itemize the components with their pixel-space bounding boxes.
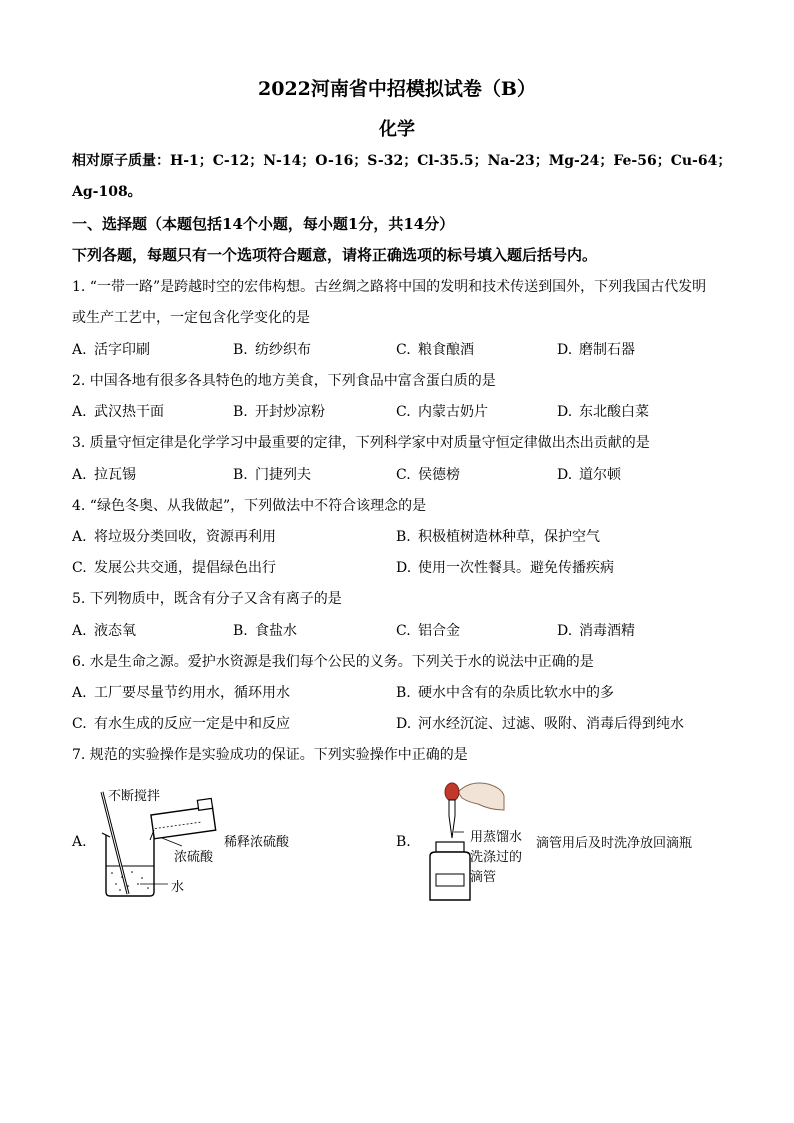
option-text: 道尔顿 <box>579 467 621 483</box>
label-concentrated-acid: 浓硫酸 <box>174 850 214 865</box>
option-mark: D. <box>557 404 573 420</box>
leader-concentrated-acid <box>162 838 182 846</box>
q6-option-a <box>72 682 290 702</box>
dropper-bottle-neck <box>436 842 464 852</box>
option-text: 磨制石器 <box>579 342 635 358</box>
option-mark: C. <box>72 716 87 732</box>
section-heading: 一、选择题（本题包括14个小题，每小题1分，共14分） <box>72 215 455 233</box>
option-mark: D. <box>557 623 573 639</box>
q6-option-d <box>396 713 684 733</box>
option-mark: D. <box>557 342 573 358</box>
option-text: 铝合金 <box>418 623 460 639</box>
option-text: 内蒙古奶片 <box>418 404 488 420</box>
q5-option-a <box>72 620 136 640</box>
option-text: 工厂要尽量节约用水，循环用水 <box>94 685 290 701</box>
option-mark: C. <box>396 623 411 639</box>
option-text: 东北酸白菜 <box>579 404 649 420</box>
option-mark: A. <box>72 529 87 545</box>
option-mark: B. <box>233 342 248 358</box>
option-text: 食盐水 <box>255 623 297 639</box>
option-mark: C. <box>396 467 411 483</box>
option-text: 硬水中含有的杂质比软水中的多 <box>418 685 614 701</box>
option-mark: B. <box>396 529 411 545</box>
question-6-stem: 6. 水是生命之源。爱护水资源是我们每个公民的义务。下列关于水的说法中正确的是 <box>72 654 594 670</box>
label-washed: 洗涤过的 <box>470 850 523 865</box>
q4-option-a <box>72 526 276 546</box>
question-7-stem: 7. 规范的实验操作是实验成功的保证。下列实验操作中正确的是 <box>72 747 468 763</box>
q3-option-b <box>233 464 311 484</box>
dropper-bulb <box>445 783 459 801</box>
option-mark: D. <box>396 560 412 576</box>
option-text: 使用一次性餐具。避免传播疾病 <box>418 560 614 576</box>
atomic-mass-line2: Ag-108。 <box>72 184 142 200</box>
caption-dilute-acid: 稀释浓硫酸 <box>224 835 290 850</box>
option-text: 拉瓦锡 <box>94 467 136 483</box>
option-mark: A. <box>72 685 87 701</box>
option-mark: B. <box>233 467 248 483</box>
option-mark: C. <box>396 404 411 420</box>
question-1-stem-line2: 或生产工艺中，一定包含化学变化的是 <box>72 310 310 326</box>
option-mark: D. <box>396 716 412 732</box>
q1-option-d <box>557 339 635 359</box>
option-text: 将垃圾分类回收，资源再利用 <box>94 529 276 545</box>
q1-option-b <box>233 339 311 359</box>
q6-option-b <box>396 682 614 702</box>
q6-option-c <box>72 713 290 733</box>
subject-title: 化学 <box>379 119 415 140</box>
label-stir-continuously: 不断搅拌 <box>108 789 161 804</box>
question-2-stem: 2. 中国各地有很多各具特色的地方美食，下列食品中富含蛋白质的是 <box>72 373 496 389</box>
q4-option-c <box>72 557 276 577</box>
q2-option-b <box>233 401 325 421</box>
option-mark: B. <box>233 404 248 420</box>
option-text: 武汉热干面 <box>94 404 164 420</box>
q3-option-a <box>72 464 136 484</box>
option-text: 河水经沉淀、过滤、吸附、消毒后得到纯水 <box>418 716 684 732</box>
option-text: 门捷列夫 <box>255 467 311 483</box>
option-mark: B. <box>396 685 411 701</box>
label-water: 水 <box>171 880 185 895</box>
question-5-stem: 5. 下列物质中，既含有分子又含有离子的是 <box>72 591 342 607</box>
q3-option-d <box>557 464 621 484</box>
q5-option-b <box>233 620 297 640</box>
question-1-stem-line1: 1. “一带一路”是跨越时空的宏伟构想。古丝绸之路将中国的发明和技术传送到国外，下列我国古代发明 <box>72 279 707 295</box>
option-text: 侯德榜 <box>418 467 460 483</box>
option-mark: A. <box>72 467 87 483</box>
q2-option-d <box>557 401 649 421</box>
q5-option-c <box>396 620 460 640</box>
option-text: 发展公共交通，提倡绿色出行 <box>94 560 276 576</box>
question-3-stem: 3. 质量守恒定律是化学学习中最重要的定律，下列科学家中对质量守恒定律做出杰出贡献的是 <box>72 435 650 451</box>
option-text: 积极植树造林种草，保护空气 <box>418 529 600 545</box>
label-dropper: 滴管 <box>470 870 497 885</box>
option-text: 开封炒凉粉 <box>255 404 325 420</box>
option-text: 有水生成的反应一定是中和反应 <box>94 716 290 732</box>
option-text: 粮食酿酒 <box>418 342 474 358</box>
option-mark: A. <box>72 404 87 420</box>
label-distilled-water: 用蒸馏水 <box>470 830 523 845</box>
option-text: 液态氧 <box>94 623 136 639</box>
option-text: 消毒酒精 <box>579 623 635 639</box>
exam-title: 2022河南省中招模拟试卷（B） <box>258 78 536 100</box>
q3-option-c <box>396 464 460 484</box>
q2-option-a <box>72 401 164 421</box>
option-mark: C. <box>72 560 87 576</box>
section-instruction: 下列各题，每题只有一个选项符合题意，请将正确选项的标号填入题后括号内。 <box>72 246 598 264</box>
q2-option-c <box>396 401 488 421</box>
option-mark: B. <box>233 623 248 639</box>
option-mark: D. <box>557 467 573 483</box>
atomic-mass-line1: 相对原子质量：H-1；C-12；N-14；O-16；S-32；Cl-35.5；Na-23；Mg-24；Fe-56；Cu-64； <box>72 153 732 169</box>
option-mark: C. <box>396 342 411 358</box>
caption-dropper-return: 滴管用后及时洗净放回滴瓶 <box>536 836 693 851</box>
question-4-stem: 4. “绿色冬奥、从我做起”，下列做法中不符合该理念的是 <box>72 498 427 514</box>
option-text: 纺纱织布 <box>255 342 311 358</box>
option-mark: A. <box>72 623 87 639</box>
acid-bottle <box>150 798 216 838</box>
option-text: 活字印刷 <box>94 342 150 358</box>
liquid-dots <box>111 871 149 891</box>
q4-option-d <box>396 557 614 577</box>
hand <box>458 783 504 810</box>
q1-option-a <box>72 339 150 359</box>
option-mark: A. <box>72 342 87 358</box>
q1-option-c <box>396 339 474 359</box>
bottle-label <box>436 874 464 886</box>
q7-option-a-mark: A. <box>72 834 87 850</box>
q5-option-d <box>557 620 635 640</box>
q7-option-b-mark: B. <box>396 834 411 850</box>
q4-option-b <box>396 526 600 546</box>
